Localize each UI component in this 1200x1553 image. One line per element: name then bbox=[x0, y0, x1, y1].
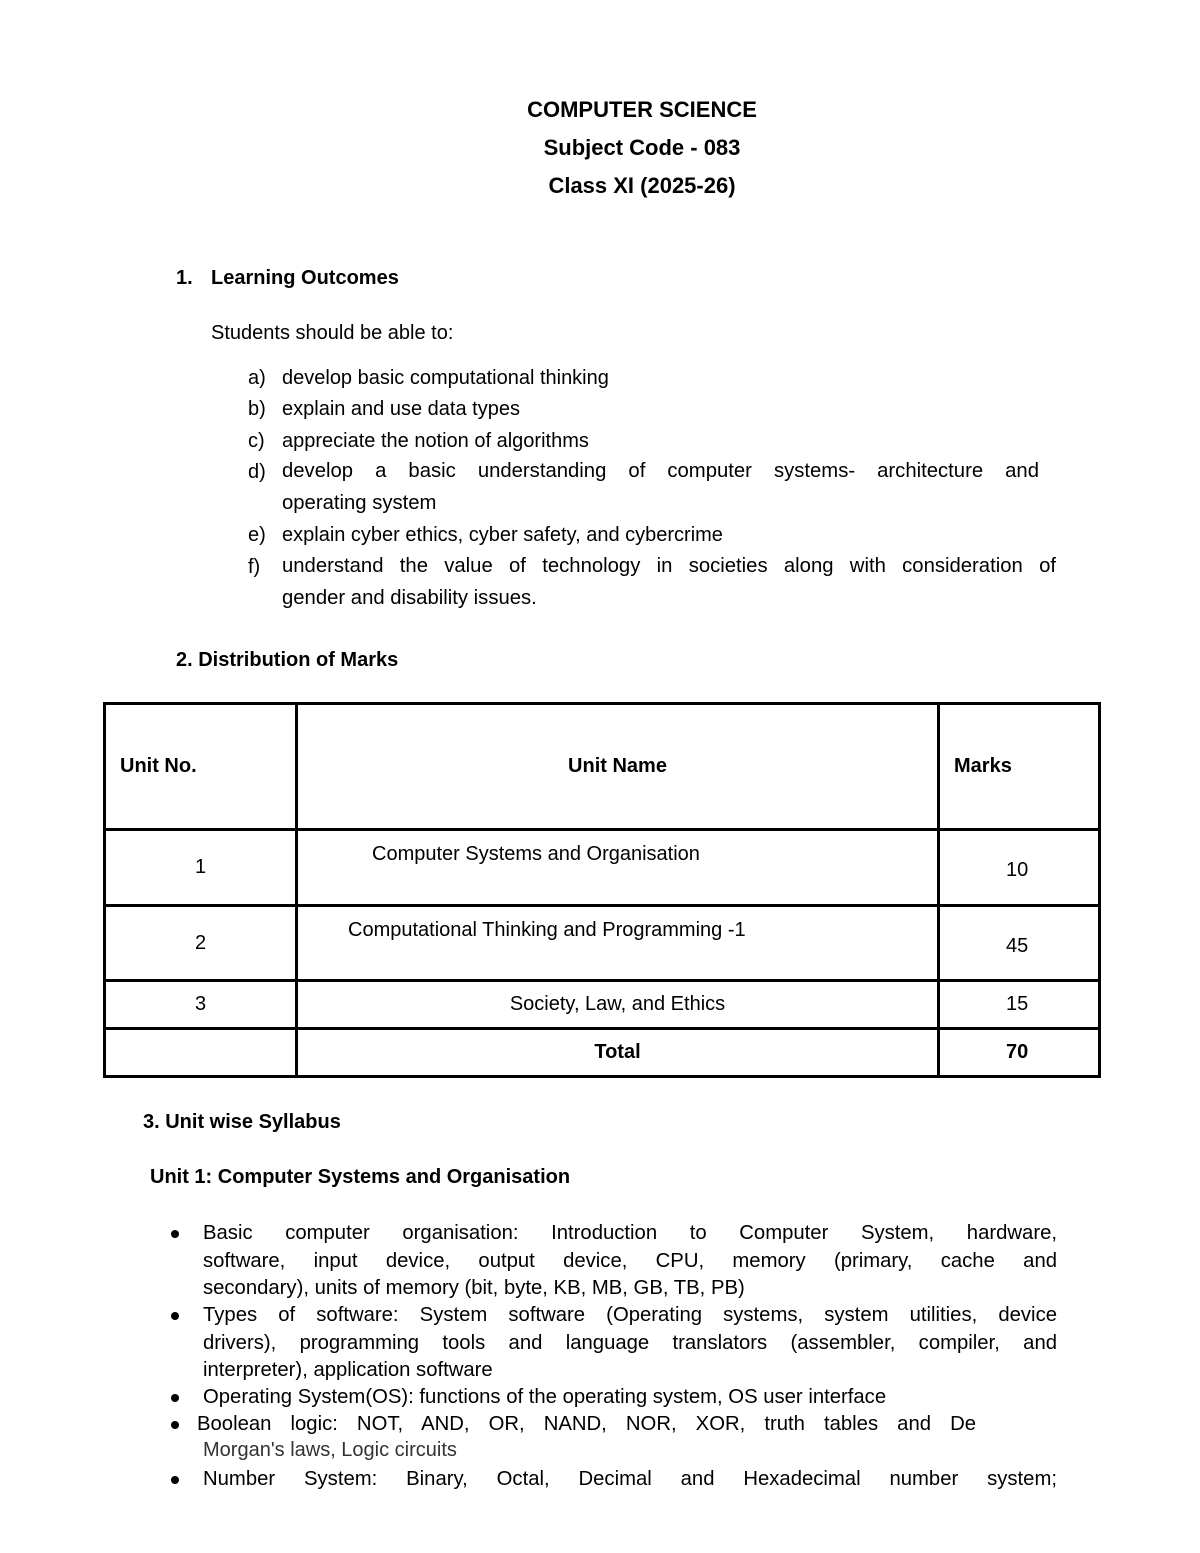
bullet-line: Boolean logic: NOT, AND, OR, NAND, NOR, XOR, truth tables and De bbox=[197, 1413, 976, 1435]
section-3-heading: 3. Unit wise Syllabus bbox=[143, 1111, 341, 1133]
table-row bbox=[105, 906, 1100, 981]
cell-unit-name: Society, Law, and Ethics bbox=[297, 981, 939, 1029]
cell-unit-no: 3 bbox=[105, 981, 297, 1029]
bullet-line: Morgan's laws, Logic circuits bbox=[203, 1439, 457, 1461]
cell-unit-no: 2 bbox=[105, 906, 297, 981]
list-item bbox=[203, 1220, 1057, 1303]
table-row bbox=[105, 830, 1100, 906]
outcomes-intro: Students should be able to: bbox=[211, 322, 454, 344]
list-item bbox=[203, 1466, 1057, 1494]
list-item bbox=[203, 1384, 1057, 1412]
marks-table bbox=[103, 702, 1101, 1078]
outcome-marker: d) bbox=[248, 461, 266, 483]
bullet-line: Basic computer organisation: Introduction to Computer System, hardware, bbox=[203, 1222, 1057, 1244]
table-row bbox=[105, 981, 1100, 1029]
bullet-line: Number System: Binary, Octal, Decimal and Hexadecimal number system; bbox=[203, 1468, 1057, 1490]
bullet-line: drivers), programming tools and language translators (assembler, compiler, and bbox=[203, 1331, 1057, 1354]
outcome-line: gender and disability issues. bbox=[282, 586, 537, 609]
total-label: Total bbox=[297, 1029, 939, 1077]
cell-unit-name: Computational Thinking and Programming -1 bbox=[297, 906, 939, 981]
header-unit-no: Unit No. bbox=[105, 704, 297, 830]
cell-marks: 15 bbox=[939, 981, 1100, 1029]
outcome-text: develop basic computational thinking bbox=[282, 367, 609, 389]
outcome-text: explain cyber ethics, cyber safety, and cybercrime bbox=[282, 524, 723, 546]
total-value: 70 bbox=[939, 1029, 1100, 1077]
cell-marks: 45 bbox=[939, 906, 1100, 981]
outcome-marker: b) bbox=[248, 398, 266, 420]
table-header-row bbox=[105, 704, 1100, 830]
list-item bbox=[197, 1411, 976, 1439]
outcome-text bbox=[282, 456, 1039, 519]
header-marks: Marks bbox=[939, 704, 1100, 830]
outcome-text: appreciate the notion of algorithms bbox=[282, 430, 589, 452]
outcome-marker: f) bbox=[248, 556, 261, 578]
section-1-number: 1. bbox=[176, 267, 193, 289]
bullet-line: software, input device, output device, CPU, memory (primary, cache and bbox=[203, 1249, 1057, 1272]
section-1-heading: Learning Outcomes bbox=[211, 267, 399, 289]
outcome-line: operating system bbox=[282, 491, 437, 514]
outcome-text bbox=[282, 551, 1056, 614]
list-item bbox=[203, 1302, 1057, 1385]
unit-1-heading: Unit 1: Computer Systems and Organisation bbox=[150, 1166, 571, 1188]
outcome-line: understand the value of technology in societies along with consideration of bbox=[282, 555, 1056, 577]
cell-empty bbox=[105, 1029, 297, 1077]
bullet-line: Types of software: System software (Operating systems, system utilities, device bbox=[203, 1304, 1057, 1326]
table-total-row bbox=[105, 1029, 1100, 1077]
section-2-heading: 2. Distribution of Marks bbox=[176, 649, 399, 671]
bullet-line: secondary), units of memory (bit, byte, KB, MB, GB, TB, PB) bbox=[203, 1277, 745, 1299]
outcome-line: develop a basic understanding of computer systems- architecture and bbox=[282, 460, 1039, 482]
header-unit-name: Unit Name bbox=[297, 704, 939, 830]
class-line: Class XI (2025-26) bbox=[548, 173, 736, 198]
outcome-marker: c) bbox=[248, 430, 265, 452]
bullet-icon bbox=[171, 1230, 179, 1238]
bullet-icon bbox=[171, 1421, 179, 1429]
bullet-line: interpreter), application software bbox=[203, 1359, 493, 1381]
bullet-icon bbox=[171, 1476, 179, 1484]
cell-marks: 10 bbox=[939, 830, 1100, 906]
outcome-marker: a) bbox=[248, 367, 266, 389]
bullet-icon bbox=[171, 1394, 179, 1402]
cell-unit-no: 1 bbox=[105, 830, 297, 906]
cell-unit-name: Computer Systems and Organisation bbox=[297, 830, 939, 906]
bullet-line: Operating System(OS): functions of the operating system, OS user interface bbox=[203, 1386, 887, 1408]
outcome-marker: e) bbox=[248, 524, 266, 546]
subject-code: Subject Code - 083 bbox=[543, 135, 741, 160]
outcome-text: explain and use data types bbox=[282, 398, 520, 420]
document-title: COMPUTER SCIENCE bbox=[527, 97, 757, 122]
bullet-icon bbox=[171, 1312, 179, 1320]
